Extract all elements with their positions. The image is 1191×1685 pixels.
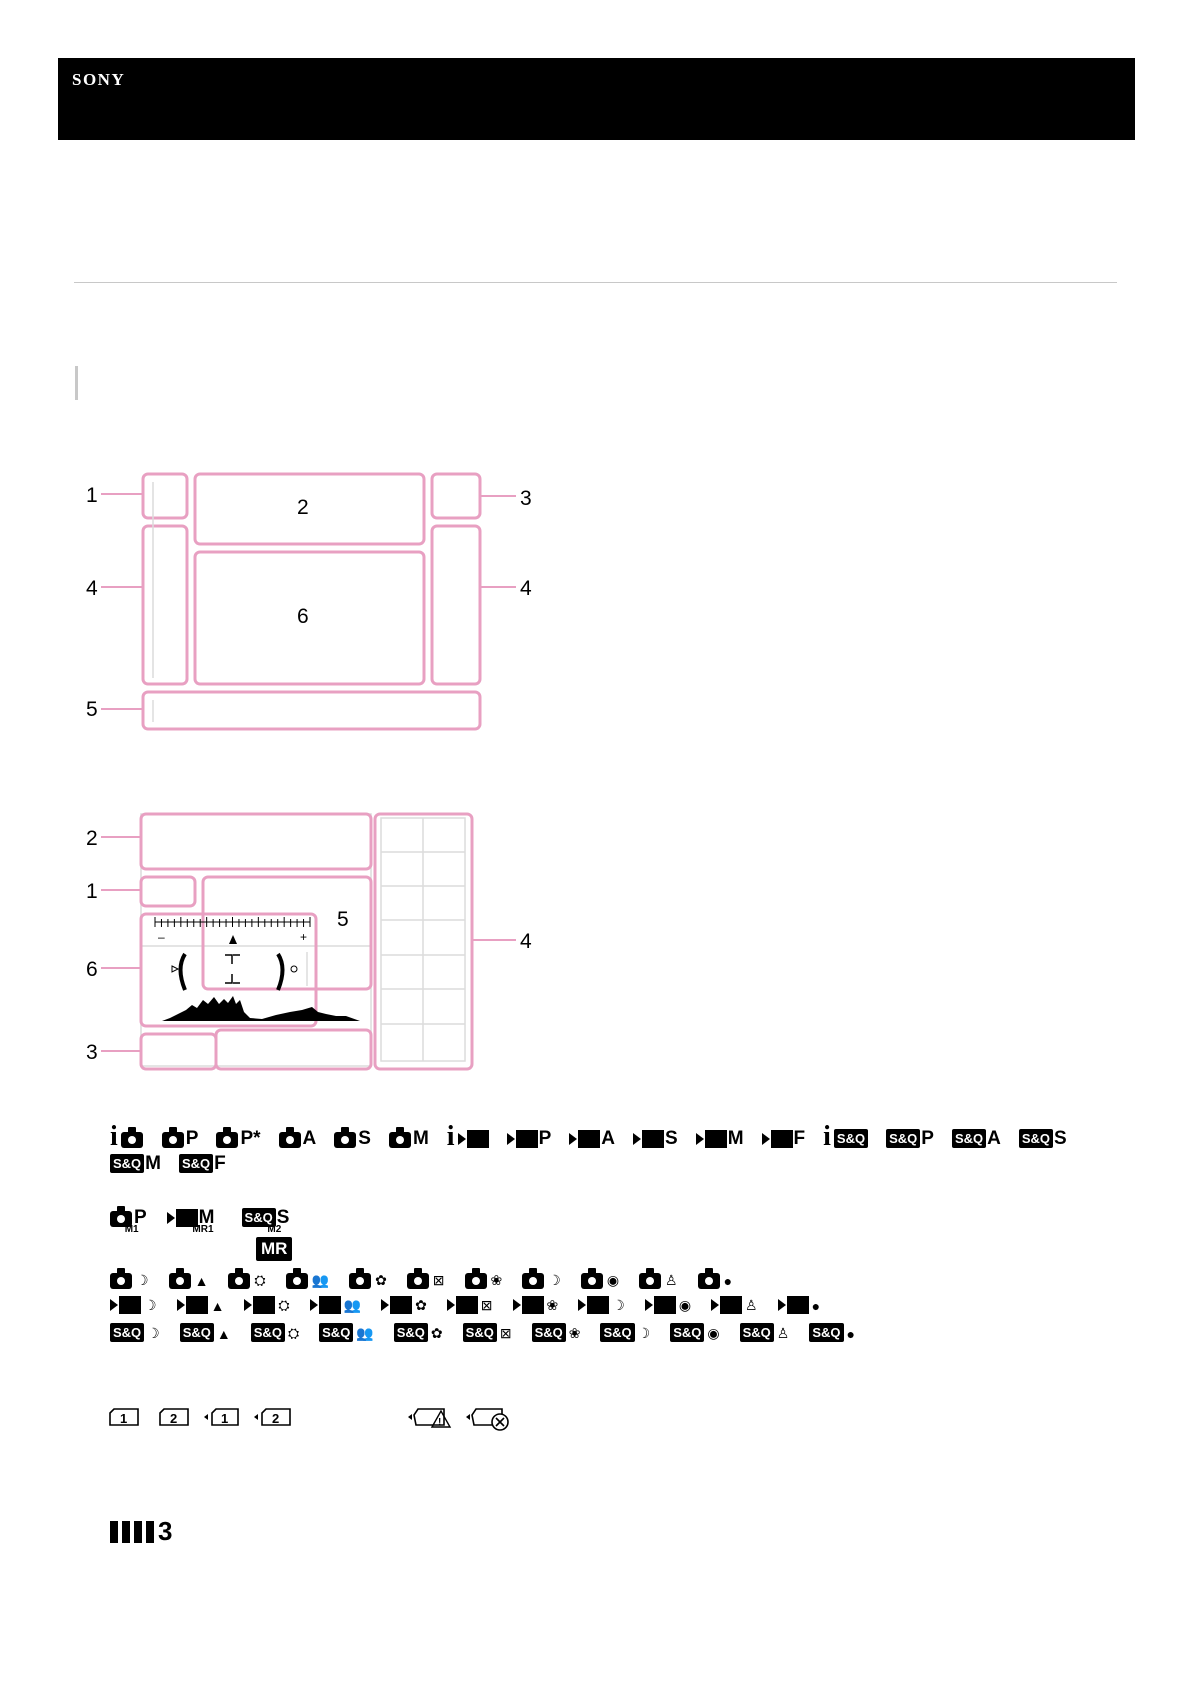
info-area-5 [203,877,371,989]
scene-icon: ⊠ [447,1296,493,1314]
mode-icon: S [334,1130,371,1148]
camera-icon [639,1273,661,1289]
scene-icon: ❀ [513,1296,559,1314]
info-area-1 [141,877,195,906]
mode-icon: i [447,1126,489,1148]
info-label-6: 6 [86,958,98,981]
camera-icon [216,1132,238,1148]
info-area-4 [375,814,472,1069]
info-area-2 [141,814,371,869]
meter-minus: – [158,930,165,944]
mode-icon: S&Q M [110,1154,161,1173]
mode-icon: S&Q F [179,1154,226,1173]
scene-icon: ♙ [639,1272,678,1289]
label-3: 3 [520,487,532,510]
camera-icon [349,1273,371,1289]
sq-icon: S&Q [110,1154,144,1173]
mode-icon: P* [216,1130,260,1148]
info-label-2: 2 [86,827,98,850]
mode-icon: P [507,1130,552,1148]
area-3 [432,474,480,518]
area-6 [195,552,424,684]
movie-icon [310,1296,341,1314]
movie-icon [513,1296,544,1314]
camera-icon [110,1273,132,1289]
movie-icon [645,1296,676,1314]
scene-icon: ☽ [110,1296,157,1314]
mode-icon: i S&Q [823,1126,868,1148]
scene-icon: S&Q ◉ [670,1323,719,1342]
mode-icon: S [633,1130,678,1148]
info-label-1: 1 [86,880,98,903]
info-label-3: 3 [86,1041,98,1064]
scene-icon: ● [778,1296,820,1314]
sq-icon: S&Q [1019,1129,1053,1148]
sq-icon: S&Q [952,1129,986,1148]
sq-icon: S&Q [600,1323,634,1342]
area-4-right [432,526,480,684]
scene-icon: S&Q ● [809,1323,855,1342]
scene-icon: ❀ [465,1272,503,1289]
scene-icon: ☽ [522,1272,561,1289]
camera-icon [465,1273,487,1289]
movie-icon [381,1296,412,1314]
scene-icon: ☽ [578,1296,625,1314]
mode-icon: M MR1 [167,1209,224,1227]
movie-icon [762,1130,793,1148]
media-slot-1: 1 [120,1411,128,1426]
sq-icon: S&Q [180,1323,214,1342]
header-bar [58,58,1135,140]
mode-icon: P [162,1130,199,1148]
sq-icon: S&Q [319,1323,353,1342]
mode-icon: S&Q S [1019,1129,1067,1148]
movie-icon [244,1296,275,1314]
movie-icon [778,1296,809,1314]
sony-logo: SONY [72,70,126,89]
mr-badge: MR [256,1237,292,1261]
movie-icon [110,1296,141,1314]
label-4-left: 4 [86,577,98,600]
label-2: 2 [297,496,309,519]
scene-icon: ⊠ [407,1272,445,1289]
scene-icon: ◉ [645,1296,691,1314]
sq-icon: S&Q [886,1129,920,1148]
mode-icon: A [279,1130,317,1148]
sq-icon: S&Q [670,1323,704,1342]
area-1 [143,474,187,518]
svg-text:!: ! [438,1417,442,1428]
scene-icon: S&Q ▲ [180,1323,231,1342]
sq-icon: S&Q [242,1208,276,1227]
label-4-right: 4 [520,577,532,600]
movie-icon [569,1130,600,1148]
mode-icon: i [110,1126,144,1148]
scene-icon: ♙ [711,1296,758,1314]
scene-icon: ✿ [349,1272,387,1289]
area-2 [195,474,424,544]
sq-icon: S&Q [740,1323,774,1342]
info-area-3 [141,1034,216,1069]
camera-icon [286,1273,308,1289]
sq-icon: S&Q [809,1323,843,1342]
histogram [162,996,360,1021]
camera-icon [698,1273,720,1289]
scene-icon: S&Q ⊠ [463,1323,512,1342]
scene-icon: S&Q ⛭ [251,1323,299,1342]
scene-icon: S&Q 👥 [319,1323,374,1342]
scene-icon: S&Q ☽ [110,1323,160,1342]
movie-icon [447,1296,478,1314]
scene-icon: ◉ [581,1272,619,1289]
mode-icon: M [389,1130,429,1148]
scene-icon: ⛭ [244,1296,289,1314]
camera-icon [162,1132,184,1148]
movie-icon [177,1296,208,1314]
camera-icon [228,1273,250,1289]
info-label-5: 5 [337,908,349,931]
movie-icon [458,1130,489,1148]
scene-icon: S&Q ❀ [532,1323,581,1342]
media-slot-2: 2 [170,1411,178,1426]
media-slot-1-rec: 1 [221,1411,229,1426]
camera-icon [522,1273,544,1289]
media-slot-2-rec: 2 [272,1411,280,1426]
mode-icon: F [762,1130,806,1148]
camera-icon [407,1273,429,1289]
camera-icon [334,1132,356,1148]
scene-icon: S&Q ♙ [740,1323,790,1342]
sq-icon: S&Q [532,1323,566,1342]
mode-icon: A [569,1130,615,1148]
label-1: 1 [86,484,98,507]
area-4-left [143,526,187,684]
scene-icon: ▲ [169,1273,209,1289]
scene-movie-icons [110,1296,840,1314]
sq-icon: S&Q [110,1323,144,1342]
scene-icon: ✿ [381,1296,427,1314]
sq-icon: S&Q [179,1154,213,1173]
scene-icon: S&Q ✿ [394,1323,443,1342]
battery-number: 3 [158,1516,173,1546]
camera-icon [279,1132,301,1148]
scene-icon: ▲ [177,1296,225,1314]
scene-photo-icons [110,1272,752,1289]
section-marker [75,366,78,400]
camera-icon [581,1273,603,1289]
mode-icon: S&Q A [952,1129,1001,1148]
scene-icon: ⛭ [228,1272,265,1289]
mode-icon: S&Q P [886,1129,934,1148]
sq-icon: S&Q [463,1323,497,1342]
mode-icon: P M1 [110,1209,149,1227]
shooting-mode-icons [110,1121,1120,1174]
scene-sq-icons [110,1323,875,1342]
movie-icon [578,1296,609,1314]
exposure-meter [155,917,310,944]
battery-icon [110,1516,173,1546]
meter-plus: + [300,930,308,944]
camera-icon [121,1132,143,1148]
sq-icon: S&Q [834,1129,868,1148]
camera-icon [169,1273,191,1289]
sq-icon: S&Q [251,1323,285,1342]
camera-icon [389,1132,411,1148]
label-5: 5 [86,698,98,721]
movie-icon [696,1130,727,1148]
focus-frame [172,952,307,990]
scene-icon: 👥 [310,1296,361,1314]
scene-icon: ☽ [110,1272,149,1289]
area-5 [143,692,480,729]
mode-icon: S&Q S M2 [242,1208,292,1227]
info-area-6 [141,914,316,1026]
movie-icon [633,1130,664,1148]
mode-icon: M [696,1130,744,1148]
movie-icon [507,1130,538,1148]
media-icons [108,1405,528,1437]
scene-icon: ● [698,1273,732,1289]
info-label-4: 4 [520,930,532,953]
info-area-3b [216,1030,371,1069]
scene-icon: 👥 [286,1272,329,1289]
sq-icon: S&Q [394,1323,428,1342]
scene-icon: S&Q ☽ [600,1323,650,1342]
recall-mode-icons [110,1207,309,1235]
divider-line [74,282,1117,283]
movie-icon [711,1296,742,1314]
label-6: 6 [297,605,309,628]
